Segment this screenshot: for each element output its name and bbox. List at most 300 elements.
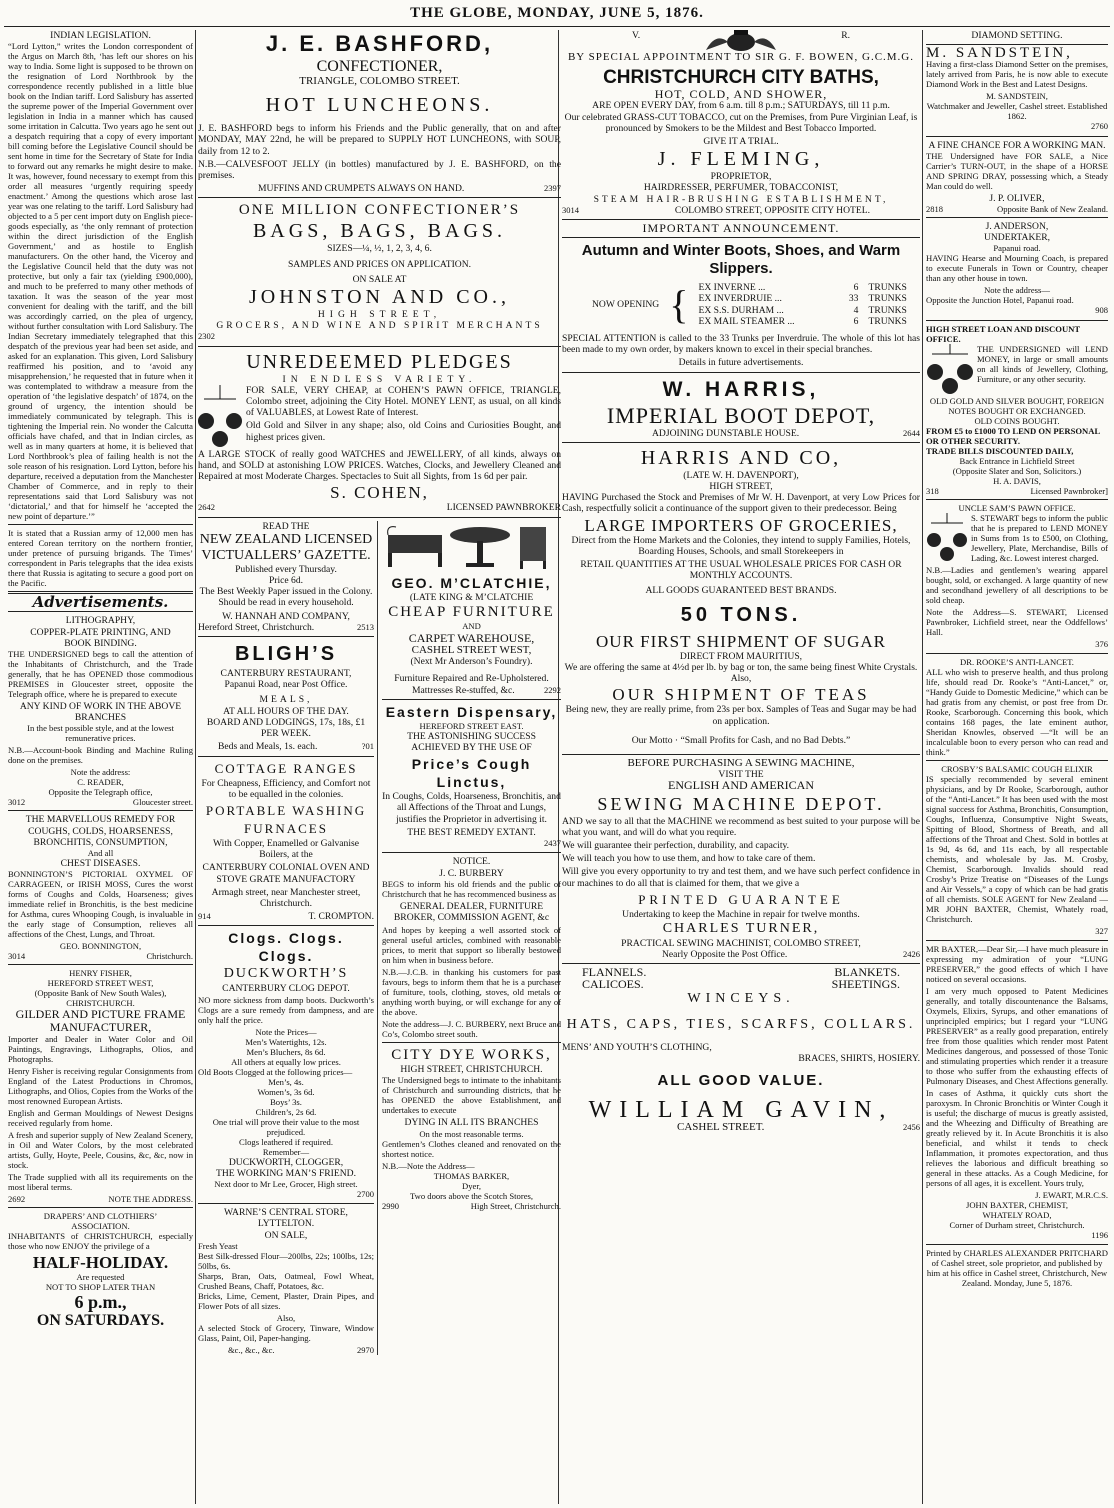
ad-heading: CANTERBURY CLOG DEPOT. <box>222 983 350 995</box>
ad-text: Having a first-class Diamond Setter on the premises, lately arrived from Paris, he is now able to execute Diamond Work in the Best and Latest Designs. <box>926 59 1108 90</box>
ad-text: PROPRIETOR, <box>710 171 772 183</box>
ad-heading: (Opposite Bank of New South Wales), <box>34 988 167 999</box>
ad-text: Price 6d. <box>268 575 304 587</box>
ad-text: Gentlemen’s Clothes cleaned and renovated on the shortest notice. <box>382 1138 561 1159</box>
ad-text: AND <box>462 621 481 632</box>
ad-number: 376 <box>1095 638 1108 649</box>
ad-text: HAVING Hearse and Mourning Coach, is prepared to execute Funerals in Town or Country, cheaper than any other house in town. <box>926 253 1108 284</box>
shipment-cell: 6 <box>853 282 859 294</box>
ad-signature: S. COHEN, <box>330 483 429 503</box>
ad-heading: CARPET WAREHOUSE, <box>408 631 535 646</box>
ad-text: FROM £5 to £1000 TO LEND ON PERSONAL OR OTHER SECURITY. <box>926 425 1100 446</box>
ad-text: Two doors above the Scotch Stores, <box>409 1190 534 1201</box>
ad-number: 3014 <box>562 204 579 215</box>
ad-text: THE UNDERSIGNED will LEND MONEY, in large or small amounts on all kinds of Jewellery, Clothing, Furniture, or any other security. <box>977 343 1108 384</box>
ad-text: ALL who wish to preserve health, and thus prolong life, should read Dr. Rooke’s “Anti-Lancet,” or, “Handy Guide to Domestic Medicine,” which can be had gratis from any chemist, or post free from Dr. Rooke, Scarborough. Concerning this book, which contains 168 pages, the late eminent author, Sheridan Knowles, observed —“It will be an incalculable boon to every person who can read and think.” <box>926 666 1108 757</box>
ad-text: Mattresses Re-stuffed, &c. <box>412 684 515 696</box>
ad-heading: WARNE’S CENTRAL STORE, LYTTELTON. <box>224 1207 348 1230</box>
ad-text: MUFFINS AND CRUMPETS ALWAYS ON HAND. <box>258 183 465 195</box>
ad-heading: VICTUALLERS’ GAZETTE. <box>201 547 371 563</box>
ad-text: Opposite Bank of New Zealand. <box>997 204 1108 215</box>
ad-text: Note the address: <box>70 767 131 778</box>
ad-number: 327 <box>1095 925 1108 936</box>
ad-heading: J. E. BASHFORD, <box>265 31 494 56</box>
ad-heading: CHEAP FURNITURE <box>388 604 555 621</box>
shipment-row <box>698 282 906 293</box>
ad-text: English and German Mouldings of Newest Designs received regularly from home. <box>8 1108 193 1129</box>
ad-heading: 6 p.m., <box>74 1292 127 1313</box>
ad-number: 2760 <box>1091 121 1108 132</box>
ad-text: &c., &c., &c. <box>228 1344 275 1355</box>
ad-text: Note the Address—S. STEWART, Licensed Pawnbroker, Lichfield street, near the Oddfellows’ Hall. <box>926 606 1108 637</box>
ad-text: Henry Fisher is receiving regular Consignments from England of the Latest Productions in Chromos, Lithographs, and Olios, Copies from the Works of the most renowned European Artists. <box>8 1066 193 1107</box>
ad-heading: A FINE CHANCE FOR A WORKING MAN. <box>928 139 1106 151</box>
ad-text: Men’s Bluchers, 8s 6d. <box>246 1046 326 1057</box>
ad-text: A LARGE STOCK of really good WATCHES and JEWELLERY, of all kinds, always on hand, and SOLD at astonishing LOW PRICES. Watches, Clocks, and Jewellery Cleaned and Repaired at most Moderate Charges. Spectacles to Suit all Sights, from 1s 6d per pair. <box>198 448 561 483</box>
ad-text: ADJOINING DUNSTABLE HOUSE. <box>652 427 800 439</box>
ad-text: MR BAXTER,—Dear Sir,—I have much pleasure in expressing my admiration of your “LUNG PRESERVER,” the good effects of which I have noticed on several occasions. <box>926 944 1108 985</box>
ad-text: V. <box>632 30 641 41</box>
ad-heading: UNDERTAKER, <box>983 232 1051 244</box>
ad-heading: THE MARVELLOUS REMEDY FOR <box>25 814 176 826</box>
ad-text: Men’s, 4s. <box>268 1076 304 1087</box>
ad-signature: JOHN BAXTER, CHEMIST, <box>965 1200 1068 1211</box>
ad-heading: BY SPECIAL APPOINTMENT TO SIR G. F. BOWEN, G.C.M.G. <box>567 51 915 63</box>
ad-text: Children’s, 2s 6d. <box>255 1106 317 1117</box>
shipment-list <box>698 282 906 327</box>
ad-text: HAVING Purchased the Stock and Premises of Mr W. H. Davenport, at very Low Prices for Cash, respectfully solicit a continuance of the support given to their predecessor. Being <box>562 492 920 515</box>
ad-heading: ASSOCIATION. <box>71 1221 130 1232</box>
ad-heading: ONE MILLION CONFECTIONER’S <box>238 202 521 219</box>
ad-text: Beds and Meals, 1s. each. <box>218 741 318 753</box>
ad-text: (LATE W. H. DAVENPORT), <box>683 469 799 481</box>
ad-text: For Cheapness, Efficiency, and Comfort not to be equalled in the colonies. <box>201 777 371 800</box>
ad-text: Nearly Opposite the Post Office. <box>662 949 788 961</box>
shipment-cell: EX MAIL STEAMER ... <box>698 315 795 327</box>
ad-text: READ THE <box>262 520 310 532</box>
ad-number: ?01 <box>361 741 374 752</box>
ad-text: Our celebrated GRASS-CUT TOBACCO, cut on the Premises, from Pure Virginian Leaf, is pronounced by Smokers to be the Mildest and Best Tobacco Imported. <box>564 111 918 134</box>
ad-text: R. <box>841 30 850 41</box>
pawnbroker-balls-icon <box>926 344 974 396</box>
ad-text: J. E. BASHFORD begs to inform his Friends and the Public generally, that on and after MONDAY, MAY 22nd, he will be prepared to SUPPLY HOT LUNCHEONS, with SOUP, daily from 12 to 2. <box>198 123 561 157</box>
ad-text: OLD GOLD AND SILVER BOUGHT, FOREIGN NOTES BOUGHT OR EXCHANGED. <box>929 395 1105 416</box>
ad-text: Will give you every opportunity to try and test them, and we have such perfect confidence in our machines to do all that is claimed for them, that we give a <box>562 866 920 889</box>
shipment-row <box>698 293 906 304</box>
ad-heading: DR. ROOKE’S ANTI-LANCET. <box>960 656 1074 667</box>
ad-signature: THOMAS BARKER, <box>433 1170 510 1181</box>
ad-text: (Next Mr Anderson’s Foundry). <box>410 656 533 668</box>
ad-text: Papanui road. <box>993 243 1041 254</box>
masthead: THE GLOBE, MONDAY, JUNE 5, 1876. <box>410 5 704 21</box>
ad-heading: COTTAGE RANGES <box>214 760 358 776</box>
ad-text: OLD COINS BOUGHT. <box>974 415 1060 426</box>
shipment-cell: EX INVERDRUIE ... <box>698 293 782 305</box>
ad-text: We will teach you how to use them, and how to take care of them. <box>562 853 816 865</box>
ad-heading: BOOK BINDING. <box>64 637 137 649</box>
ad-text: N.B.—Account-book Binding and Machine Ruling done on the premises. <box>8 745 193 766</box>
shipment-cell: EX S.S. DURHAM ... <box>698 304 784 316</box>
ad-text: With Copper, Enamelled or Galvanise Boilers, at the <box>212 837 360 861</box>
ad-number: 2970 <box>357 1344 374 1355</box>
ad-text: Hereford Street, Christchurch. <box>198 621 315 633</box>
ad-heading: PRINTED GUARANTEE <box>638 891 844 907</box>
ad-text: TRADE BILLS DISCOUNTED DAILY, <box>926 445 1074 456</box>
ad-text: THE BEST REMEDY EXTANT. <box>407 826 536 838</box>
shipment-cell: 4 <box>853 304 859 316</box>
ad-heading: GENERAL DEALER, FURNITURE BROKER, COMMISSION AGENT, &c <box>393 900 550 923</box>
ad-text: THE UNDERSIGNED begs to call the attention of the Inhabitants of Christchurch, and the Trade generally, that he has OPENED those commodious PREMISES in Gloucester street, opposite the Telegraph office, where he is prepared to execute <box>8 649 193 700</box>
ad-number: 2292 <box>544 684 561 695</box>
pawnbroker-balls-icon <box>198 385 242 449</box>
ad-text: Being new, they are really prime, from 23s per box. Samples of Teas and Sugar may be had on application. <box>565 704 917 727</box>
ad-heading: OUR FIRST SHIPMENT OF SUGAR <box>596 631 886 651</box>
ad-text: N.B.—J.C.B. in thanking his customers for past favours, begs to inform them that he is a purchaser of furniture, tools, clothing, stoves, old metals or anything worth buying, or will exchange for any of the above. <box>382 967 561 1018</box>
ad-text: High Street, Christchurch. <box>470 1200 561 1211</box>
ad-text: Remember— <box>262 1146 310 1157</box>
ad-heading: CROSBY’S BALSAMIC COUGH ELIXIR <box>941 763 1093 774</box>
advertisements-heading: Advertisements. <box>32 593 169 612</box>
ad-heading: HATS, CAPS, TIES, SCARFS, COLLARS. <box>566 1016 916 1032</box>
ad-number: 2692 <box>8 1194 26 1205</box>
ad-heading: ALL GOOD VALUE. <box>657 1072 825 1090</box>
ad-heading: PORTABLE WASHING FURNACES <box>205 802 367 836</box>
ad-text: And hopes by keeping a well assorted stock of general useful articles, combined with reasonable prices, to merit that support so liberally bestowed on him when in business before. <box>382 925 561 966</box>
article-paragraph: “Lord Lytton,” writes the London correspondent of the Argus on March 8th, ‘has left our shores on his way to India. Some light is supposed to be thrown on the resignation of Lord Northbrook by the correspondence recently published in a little blue book on the Indian tariff. Lord Salisbury has asserted the supreme power of the Imperial Government over legislation in India in a manner which has caused some irritation in Calcutta. Two years ago he sent out a despatch requiring that a copy of every important bill coming before the Legislative Council should be sent home in time for the Secretary of State for India to forward out any remarks he might desire to make. It was, however, found necessary to exempt from this order all measures ‘urgently requiring speedy enactment.’ Among the questions which arose last year was one relating to the tariff. Lord Salisbury had objected to a 5 per cent import duty on English piece-goods especially, as ‘the only remnant of protection within the direct jurisdiction of the English Government,’ and as hostile to English manufacturers. On the other hand, the Viceroy and the Legislative Council held that the duty was not protective, but only a fair tax (yielding £900,000), and much to be preferred to many other methods of taxation. It was the season of the year most convenient for dealing with the tariff, and the bill was accordingly carried, on the plea of urgency, without further consultation with Lord Salisbury. The Indian Secretary immediately telegraphed that this despatch of the previous year had been set aside, and asked for an explanation. This given, Lord Salisbury reaffirmed his position, and to ‘avoid any misapprehension,’ he requested that in future when it was contemplated to withdraw a measure from the operation of ‘the legislative despatch’ of 1874, on the ground of urgency, the intention should be immediately communicated by telegraph. This is tightening the Imperial rein. No wonder the Calcutta officials have chafed, and that in Indian circles, as well as in many quarters at home, it is believed that Lord Northbrook’s plea of failing health is not the sole reason of his resignation. Lord Lytton, before his departure, received a deputation from the Manchester Chamber of Commerce, and in reply to their representations said that Lord Salisbury was not ‘dictatorial,’ and that for himself he ‘accepted the new point of departure.’” <box>8 41 193 522</box>
ad-text: The Best Weekly Paper issued in the Colony. Should be read in every household. <box>199 586 373 609</box>
ad-text: ON SALE, <box>264 1229 308 1241</box>
ad-text: On the most reasonable terms. <box>419 1128 524 1139</box>
ad-heading: CHRISTCHURCH CITY BATHS, <box>603 67 879 89</box>
ad-text: Clogs leathered if required. <box>238 1136 334 1147</box>
ad-text: In the best possible style, and at the lowest remunerative prices. <box>27 723 174 744</box>
ad-signature: C. READER, <box>77 777 124 788</box>
ad-heading: LARGE IMPORTERS OF GROCERIES, <box>584 515 898 535</box>
ad-text: Note the address—J. C. BURBERY, next Bruce and Co’s, Colombo street south. <box>382 1019 561 1040</box>
ad-heading: DYING IN ALL ITS BRANCHES <box>404 1117 539 1129</box>
ad-text: One trial will prove their value to the most prejudiced. <box>212 1116 360 1137</box>
ad-heading: WINCEYS. <box>687 990 795 1006</box>
ad-number: 2456 <box>903 1122 920 1133</box>
ad-heading: J. ANDERSON, <box>985 221 1049 233</box>
ad-text: Licensed Pawnbroker] <box>1030 485 1108 496</box>
ad-text: Published every Thursday. <box>235 563 337 575</box>
ad-signature: M. SANDSTEIN, <box>986 91 1048 102</box>
ad-text: We are offering the same at 4½d per lb. by bag or ton, the same being finest White Crystals. Also, <box>564 661 918 685</box>
ad-text: COLOMBO STREET, OPPOSITE CITY HOTEL. <box>674 204 870 216</box>
ad-text: IS specially recommended by several eminent physicians, and by Dr Rooke, Scarborough, author of the “Anti-Lancet.” It has been used with the most signal success for Asthma, Bronchitis, Consumption, Coughs, Influenza, Consumptive Night Sweats, Spitting of Blood, Shortness of Breath, and all affections of the Throat and Chest. Sold in bottles at 1s 9d, 4s 6d, and 11s each, by all respectable chemists, and wholesale by Jas. M. Crosby, Chemist, Scarborough. Invalids should read Crosby’s Prize Treatise on “Diseases of the Lungs and Air Vessels,” a copy of which can be had gratis of all chemists. SOLE AGENT for New Zealand — MR JOHN BAXTER, Chemist, Whately road, Christchurch. <box>926 773 1108 924</box>
ad-text: We will guarantee their perfection, durability, and capacity. <box>562 839 790 851</box>
ad-number: 2426 <box>903 949 920 960</box>
ad-text: BRACES, SHIRTS, HOSIERY. <box>798 1052 920 1064</box>
ad-text: Dyer, <box>462 1180 481 1191</box>
ad-heading: GEO. M’CLATCHIE, <box>391 574 552 591</box>
ad-number: 914 <box>198 911 211 922</box>
shipment-cell: TRUNKS <box>868 304 907 316</box>
ad-number: 2990 <box>382 1200 399 1211</box>
ad-text: Opposite the Junction Hotel, Papanui road. <box>926 295 1074 306</box>
ad-number: 2302 <box>198 331 215 342</box>
ad-text: (LATE KING & M’CLATCHIE <box>409 591 534 603</box>
ad-text: BEGS to inform his old friends and the public of Christchurch that he has recommenced business as <box>382 878 561 899</box>
ad-text: Old Boots Clogged at the following prices— <box>198 1066 353 1077</box>
ad-text: CALICOES. <box>582 976 644 991</box>
ad-signature: T. CROMPTON. <box>308 911 374 923</box>
ad-text: (Opposite Slater and Son, Solicitors.) <box>952 465 1082 476</box>
ad-text: GROCERS, AND WINE AND SPIRIT MERCHANTS <box>216 320 543 332</box>
ad-heading: Eastern Dispensary, <box>385 703 558 720</box>
ad-text: SIZES—¼, ½, 1, 2, 3, 4, 6. <box>327 243 432 255</box>
ad-number: 2437 <box>544 838 561 849</box>
ad-text: AT ALL HOURS OF THE DAY. <box>223 705 349 717</box>
ad-text: ON SALE AT <box>352 273 407 285</box>
shipment-cell: TRUNKS <box>868 282 907 294</box>
ad-heading: HEREFORD STREET WEST, <box>47 978 154 989</box>
ad-text: FLANNELS. <box>582 965 647 980</box>
ad-heading: BLIGH’S <box>234 643 338 666</box>
ad-text: Importer and Dealer in Water Color and Oil Paintings, Engravings, Lithographs, Olios, and Photographs. <box>8 1034 193 1065</box>
imprint: Printed by CHARLES ALEXANDER PRITCHARD of Cashel street, sole proprietor, and published by him at his office in Cashel street, Christchurch, New Zealand. Monday, June 5, 1876. <box>926 1248 1108 1289</box>
ad-text: Gloucester street. <box>132 797 193 808</box>
shipment-row <box>698 305 906 316</box>
ad-heading: COUGHS, COLDS, HOARSENESS, <box>28 825 173 837</box>
ad-text: STEAM HAIR-BRUSHING ESTABLISHMENT, <box>593 193 889 205</box>
ad-text: Papanui Road, near Post Office. <box>224 679 348 691</box>
ad-heading: CHEST DISEASES. <box>60 858 141 870</box>
ad-text: In cases of Asthma, it quickly cuts short the paroxysm. In Chronic Bronchitis or Winter Cough it is useful; the discharge of mucus is greatly assisted, and the Wheezing and Difficulty of Breathing are greatly relieved by it. In Acute Bronchitis it is also beneficial, and whilst it tends to check Inflammation, it promotes expectoration, and thus relieves the laborious and difficult breathing so general in these attacks. As a Cough Medicine, for persons of all ages, it is excellent. Yours truly, <box>926 1088 1108 1189</box>
ad-text: HIGH STREET, <box>709 481 773 493</box>
ad-text: All others at equally low prices. <box>231 1056 341 1067</box>
ad-heading: UNREDEEMED PLEDGES <box>246 350 513 373</box>
shipment-cell: 6 <box>853 315 859 327</box>
shipment-cell: TRUNKS <box>868 315 907 327</box>
ad-text: HEREFORD STREET EAST. <box>419 720 524 731</box>
ad-text: I am very much opposed to Patent Medicines generally, and totally discountenance the Balsams, Oxymels, Elixirs, Syrups, and other emanations of unprincipled empirics; but I regard your “LUNG PRESERVER” as a really good preparation, entirely free from those qualities which render most Patent Medicines dangerous, and possessed of those Tonic and stimulating properties which render it a treasure to those who suffer from the exhausting effects of Pulmonary Diseases, and Chest Affections generally. <box>926 986 1108 1087</box>
ad-text: RETAIL QUANTITIES AT THE USUAL WHOLESALE PRICES FOR CASH OR MONTHLY ACCOUNTS. <box>580 559 902 582</box>
ad-heading: M. SANDSTEIN, <box>926 45 1073 62</box>
shipment-cell: EX INVERNE ... <box>698 282 766 294</box>
shipment-row <box>698 316 906 327</box>
ad-number: 3012 <box>8 797 26 808</box>
ad-text: SAMPLES AND PRICES ON APPLICATION. <box>287 258 472 270</box>
ad-text: A fresh and superior supply of New Zealand Scenery, in Oil and Water Colors, by the most celebrated artists, Gully, Hoyte, Peele, Cousins, &c, &c, now in stock. <box>8 1130 193 1171</box>
ad-text: Direct from the Home Markets and the Colonies, they intend to supply Families, Hotels, Boarding Houses, Schools, and small Storekeepers in <box>571 534 911 557</box>
ad-text: CASHEL STREET WEST, <box>411 644 532 657</box>
ad-heading: Price’s Cough Linctus, <box>411 756 532 791</box>
ad-heading: ENGLISH AND AMERICAN <box>667 778 814 793</box>
column-4 <box>926 30 1108 1504</box>
ad-text: WHATELY ROAD, <box>982 1210 1052 1221</box>
royal-coat-of-arms-icon <box>696 30 786 52</box>
ad-text: Note the address— <box>984 285 1050 296</box>
ad-number: 2644 <box>903 427 920 438</box>
shipment-cell: TRUNKS <box>868 293 907 305</box>
ad-text: VISIT THE <box>718 769 764 781</box>
ad-text: S. STEWART begs to inform the public that he is prepared to LEND MONEY in Sums from 1s to £500, on Clothing, Jewellery, Plate, Merchandise, Bills of Lading, &c. Lowest interest charged. <box>971 512 1108 563</box>
ad-heading: SEWING MACHINE DEPOT. <box>597 793 885 814</box>
ad-heading: HARRIS AND CO, <box>640 446 842 469</box>
ad-text: N.B.—CALVESFOOT JELLY (in bottles) manufactured by J. E. BASHFORD, on the premises. <box>198 158 561 182</box>
ad-text: GIVE IT A TRIAL. <box>703 136 779 148</box>
shipment-cell: 33 <box>848 293 859 305</box>
ad-text: Christchurch. <box>146 951 193 962</box>
ad-heading: W. HARRIS, <box>662 377 820 401</box>
ad-text: NOW OPENING <box>592 299 660 311</box>
ad-text: SPECIAL ATTENTION is called to the 33 Trunks per Inverdruie. The whole of this lot has been made to my own order, by makers known to excel in their special branches. <box>562 333 920 356</box>
ad-text: ALL GOODS GUARANTEED BEST BRANDS. <box>645 585 837 597</box>
ad-heading: COPPER-PLATE PRINTING, AND <box>30 626 171 638</box>
ad-text: Boys’ 3s. <box>270 1096 302 1107</box>
column-1 <box>8 30 193 1504</box>
ad-text: Next door to Mr Lee, Grocer, High street. <box>214 1178 358 1189</box>
ad-text: Furniture Repaired and Re-Upholstered. <box>394 673 549 685</box>
ad-text: TRIANGLE, COLOMBO STREET. <box>299 75 460 87</box>
ad-text: Our Motto · “Small Profits for Cash, and no Bad Debts.” <box>631 734 851 746</box>
ad-text: HIGH STREET, <box>317 309 442 321</box>
ad-signature: W. HANNAH AND COMPANY, <box>222 610 350 622</box>
ad-text: Armagh street, near Manchester street, Christchurch. <box>211 886 361 909</box>
ad-number: 2642 <box>198 502 215 513</box>
ad-heading: JOHNSTON AND CO., <box>249 286 510 309</box>
ad-heading: UNCLE SAM’S PAWN OFFICE. <box>958 502 1076 513</box>
ad-text: DIRECT FROM MAURITIUS, <box>679 650 803 662</box>
ad-heading: NEW ZEALAND LICENSED <box>199 531 373 547</box>
ad-text: MENS’ AND YOUTH’S CLOTHING, <box>562 1041 712 1053</box>
column-divider <box>922 30 923 1504</box>
ad-text: Undertaking to keep the Machine in repair for twelve months. <box>622 908 860 920</box>
ad-text: Details in future advertisements. <box>678 357 804 369</box>
ad-heading: CITY DYE WORKS, <box>391 1047 552 1064</box>
ad-heading: WILLIAM GAVIN, <box>588 1097 894 1124</box>
ad-text: NOTE THE ADDRESS. <box>108 1194 193 1205</box>
ad-heading: HIGH STREET LOAN AND DISCOUNT OFFICE. <box>926 323 1080 344</box>
ad-text: SHEETINGS. <box>831 976 900 991</box>
ad-text: HAIRDRESSER, PERFUMER, TOBACCONIST, <box>643 182 839 194</box>
ad-text: In Coughs, Colds, Hoarseness, Bronchitis, and all Affections of the Throat and Lungs, justifies the Proprietor in advertising it. <box>382 791 561 825</box>
ad-heading: DRAPERS’ AND CLOTHIERS’ <box>43 1211 158 1222</box>
ad-heading: 50 TONS. <box>680 603 802 626</box>
pawnbroker-balls-icon <box>926 513 968 565</box>
ad-text: Fresh Yeast Best Silk-dressed Flour—200lbs, 22s; 100lbs, 12s; 50lbs, 6s. Sharps, Bran, Oats, Oatmeal, Fowl Wheat, Crushed Beans, Chaff, Potatoes, &c. Bricks, Lime, Cement, Plaster, Drain Pipes, and Flower Pots of all sizes. <box>198 1240 374 1311</box>
ad-heading: CHRISTCHURCH. <box>66 998 135 1009</box>
ad-text: BONNINGTON’S PICTORIAL OXYMEL OF CARRAGEEN, or IRISH MOSS, Cures the worst forms of Coughs and Colds, Hoarseness; gives immediate relief in Bronchitis, is the best medicine for Asthma, cures Whooping Cough, is invaluable in the early stage of Consumption, relieves all affections of the Chest, Lungs, and Throat. <box>8 869 193 940</box>
ad-heading: DIAMOND SETTING. <box>971 30 1063 41</box>
column-3: V. R. BY SPECIAL APPOINTMENT TO SIR G. F. BOWEN, G.C.M.G. CHRISTCHURCH CITY BATHS, HOT, COLD, AND SHOWER, ARE OPEN EVERY DAY, from 6 a.m. till 8 p.m.; SATURDAYS, till 11 p.m. Our celebrated GRASS-CUT TOBACCO, cut on the Premises, from Pure Virginian Leaf, is pronounced by Smokers to be the Mildest and Best Tobacco Imported. GIVE IT A TRIAL. J. FLEMING, PROPRIETOR, HAIRDRESSER, PERFUMER, TOBACCONIST, STEAM HAIR-BRUSHING ESTABLISHMENT, 3014 COLOMBO STREET, OPPOSITE CITY HOTEL. IMPORTANT ANNOUNCEMENT. Autumn and Winter Boots, Shoes, and Warm Slippers. NOW OPENING { EX INVERNE ... 6 TRUNKS EX INVERDRUIE ... 33 TRUNKS EX S.S. DURHAM ... 4 TRUNKS EX MAIL STEAMER ... 6 TRUNKS SPECIAL ATTENTION is called to the 33 Trunks per Inverdruie. The whole of this lot has been made to my own order, by makers known to excel in their special branches. Details in future advertisements. W. HARRIS, IMPERIAL BOOT DEPOT, ADJOINING DUNSTABLE HOUSE. 2644 HARRIS AND CO, (LATE W. H. DAVENPORT), HIGH STREET, HAVING Purchased the Stock and Premises of Mr W. H. Davenport, at very Low Prices for Cash, respectfully solicit a continuance of the support given to their predecessor. Being LARGE IMPORTERS OF GROCERIES, Direct from the Home Markets and the Colonies, they intend to supply Families, Hotels, Boarding Houses, Schools, and small Storekeepers in RETAIL QUANTITIES AT THE USUAL WHOLESALE PRICES FOR CASH OR MONTHLY ACCOUNTS. ALL GOODS GUARANTEED BEST BRANDS. 50 TONS. OUR FIRST SHIPMENT OF SUGAR DIRECT FROM MAURITIUS, We are offering the same at 4½d per lb. by bag or ton, the same being finest White Crystals. Also, OUR SHIPMENT OF TEAS Being new, they are really prime, from 23s per box. Samples of Teas and Sugar may be had on application. Our Motto · “Small Profits for Cash, and no Bad Debts.” BEFORE PURCHASING A SEWING MACHINE, VISIT THE ENGLISH AND AMERICAN SEWING MACHINE DEPOT. AND we say to all that the MACHINE we recommend as best suited to your purpose will be what you want, and will do what you require. We will guarantee their perfection, durability, and capacity. We will teach you how to use them, and how to take care of them. Will give you every opportunity to try and test them, and we have such perfect confidence in our machines to do all that is claimed for them, that we give a PRINTED GUARANTEE Undertaking to keep the Machine in repair for twelve months. CHARLES TURNER, PRACTICAL SEWING MACHINIST, COLOMBO STREET, Nearly Opposite the Post Office. 2426 FLANNELS. BLANKETS. CALICOES. SHEETINGS. WINCEYS. HATS, CAPS, TIES, SCARFS, COLLARS. MENS’ AND YOUTH’S CLOTHING, BRACES, SHIRTS, HOSIERY. ALL GOOD VALUE. WILLIAM GAVIN, CASHEL STREET. 2456 <box>562 30 920 1134</box>
ad-number: 1196 <box>1091 1230 1108 1241</box>
ad-text: ARE OPEN EVERY DAY, from 6 a.m. till 8 p.m.; SATURDAYS, till 11 p.m. <box>592 100 890 112</box>
ad-text: The Trade supplied with all its requirements on the most liberal terms. <box>8 1172 193 1193</box>
ad-heading: MEALS, <box>259 694 313 706</box>
ad-number: 318 <box>926 485 939 496</box>
ad-heading: CONFECTIONER, <box>316 58 443 75</box>
ad-heading: CHARLES TURNER, <box>662 920 820 936</box>
ad-text: Old Gold and Silver in any shape; also, old Coins and Curiosities Bought, and highest prices given. <box>246 420 561 443</box>
column-2 <box>198 30 561 1504</box>
ad-text: LICENSED PAWNBROKER <box>446 502 561 514</box>
ad-number: 2397 <box>544 183 561 194</box>
ad-heading: LITHOGRAPHY, <box>65 615 136 627</box>
ad-text: NOT TO SHOP LATER THAN <box>45 1282 156 1293</box>
ad-text: N.B.—Note the Address— <box>382 1160 475 1171</box>
ad-heading: IMPORTANT ANNOUNCEMENT. <box>642 221 840 236</box>
ad-text: PRACTICAL SEWING MACHINIST, COLOMBO STREET, <box>621 937 861 949</box>
ad-heading: And all <box>87 848 114 859</box>
ad-signature: GEO. BONNINGTON, <box>59 941 142 952</box>
ad-heading: CANTERBURY RESTAURANT, <box>220 668 352 680</box>
furniture-illustration-icon <box>382 521 560 571</box>
ad-text: INHABITANTS of CHRISTCHURCH, especially those who now ENJOY the privilege of a <box>8 1231 193 1252</box>
ad-heading: OUR SHIPMENT OF TEAS <box>612 685 870 705</box>
ad-heading: HOT, COLD, AND SHOWER, <box>654 87 828 102</box>
ad-heading: HOT LUNCHEONS. <box>265 94 494 117</box>
column-divider <box>195 30 196 1504</box>
ad-heading: IMPERIAL BOOT DEPOT, <box>606 402 876 428</box>
ad-text: HIGH STREET, CHRISTCHURCH. <box>400 1064 543 1076</box>
ad-text: CASHEL STREET. <box>677 1121 765 1134</box>
ad-text: Also, <box>276 1312 296 1323</box>
ad-heading: Autumn and Winter Boots, Shoes, and Warm Slippers. <box>581 242 901 278</box>
ad-text: FOR SALE, VERY CHEAP, at COHEN’S PAWN OFFICE, TRIANGLE, Colombo street, adjoining the City Hotel. MONEY LENT, as usual, on all kinds of VALUABLES, at Lowest Rate of Interest. <box>246 384 561 419</box>
ad-text: Watchmaker and Jeweller, Cashel street. Established 1862. <box>926 101 1108 122</box>
ad-heading: J. FLEMING, <box>657 148 825 171</box>
ad-heading: ON SATURDAYS. <box>36 1312 165 1330</box>
ad-heading: DUCKWORTH’S <box>223 966 349 982</box>
ad-number: 3014 <box>8 951 26 962</box>
ad-text: Are requested <box>76 1272 125 1283</box>
ad-text: THE WORKING MAN’S FRIEND. <box>216 1167 356 1179</box>
ad-text: Corner of Durham street, Christchurch. <box>949 1220 1085 1231</box>
ad-text: THE ASTONISHING SUCCESS ACHIEVED BY THE USE OF <box>407 730 536 754</box>
ad-heading: GILDER AND PICTURE FRAME MANUFACTURER, <box>15 1007 186 1035</box>
ad-number: 908 <box>1095 305 1108 316</box>
ad-signature: J. P. OLIVER, <box>989 192 1045 204</box>
ad-heading: ANY KIND OF WORK IN THE ABOVE BRANCHES <box>19 701 182 724</box>
ad-number: 2513 <box>357 621 374 632</box>
ad-number: 2700 <box>357 1188 374 1199</box>
ad-text: BLANKETS. <box>834 965 900 980</box>
ad-text: A selected Stock of Grocery, Tinware, Window Glass, Paint, Oil, Paper-hanging. <box>198 1322 374 1343</box>
ad-text: CANTERBURY COLONIAL OVEN AND STOVE GRATE MANUFACTORY <box>202 862 370 885</box>
ad-text: Back Entrance in Lichfield Street <box>959 455 1075 466</box>
ad-text: THE Undersigned have FOR SALE, a Nice Carrier’s TURN-OUT, in the shape of a HORSE AND SPRING DRAY, possessing which, a Steady Man could do well. <box>926 150 1108 191</box>
ad-text: AND we say to all that the MACHINE we recommend as best suited to your purpose will be what you want, and will do what you require. <box>562 815 920 838</box>
ad-heading: NOTICE. <box>452 856 491 868</box>
article-heading: INDIAN LEGISLATION. <box>50 30 151 41</box>
ad-heading: BAGS, BAGS, BAGS. <box>252 220 507 243</box>
ad-heading: HENRY FISHER, <box>69 968 132 979</box>
ad-heading: HALF-HOLIDAY. <box>32 1253 169 1273</box>
ad-signature: DUCKWORTH, CLOGGER, <box>228 1156 344 1168</box>
ad-number: 2818 <box>926 204 943 215</box>
ad-text: IN ENDLESS VARIETY. <box>282 373 477 385</box>
ad-text: N.B.—Ladies and gentlemen’s wearing apparel bought, sold, or exchanged. A large quantity of new and secondhand jewellery of all descriptions to be sold cheap. <box>926 564 1108 605</box>
ad-text: BOARD AND LODGINGS, 17s, 18s, £1 PER WEEK. <box>206 716 366 740</box>
ad-heading: BEFORE PURCHASING A SEWING MACHINE, <box>627 756 855 769</box>
ad-text: Note the Prices— <box>255 1026 317 1037</box>
ad-signature: J. EWART, M.R.C.S. <box>1035 1190 1108 1201</box>
ad-text: The Undersigned begs to intimate to the inhabitants of Christchurch and surrounding districts, that he has OPENED the above Establishment, and undertakes to execute <box>382 1075 561 1116</box>
ad-text: Opposite the Telegraph office, <box>48 787 153 798</box>
ad-heading: BRONCHITIS, CONSUMPTION, <box>33 836 168 848</box>
article-paragraph: It is stated that a Russian army of 12,000 men has entered Corean territory on the northern frontier, under pretence of pursuing brigands. The Times’ correspondent in Paris telegraphs that the idea exists there that Russia is agitating to secure a good port on the Pacific. <box>8 528 193 589</box>
ad-heading: J. C. BURBERY <box>439 867 504 879</box>
ad-heading: Clogs. Clogs. Clogs. <box>228 930 344 965</box>
ad-text: NO more sickness from damp boots. Duckworth’s Clogs are a sure remedy from dampness, and are only half the price. <box>198 994 374 1025</box>
masthead-rule <box>4 26 1110 27</box>
ad-text: Women’s, 3s 6d. <box>257 1086 315 1097</box>
ad-text: Men’s Watertights, 12s. <box>245 1036 327 1047</box>
ad-signature: H. A. DAVIS, <box>993 475 1041 486</box>
